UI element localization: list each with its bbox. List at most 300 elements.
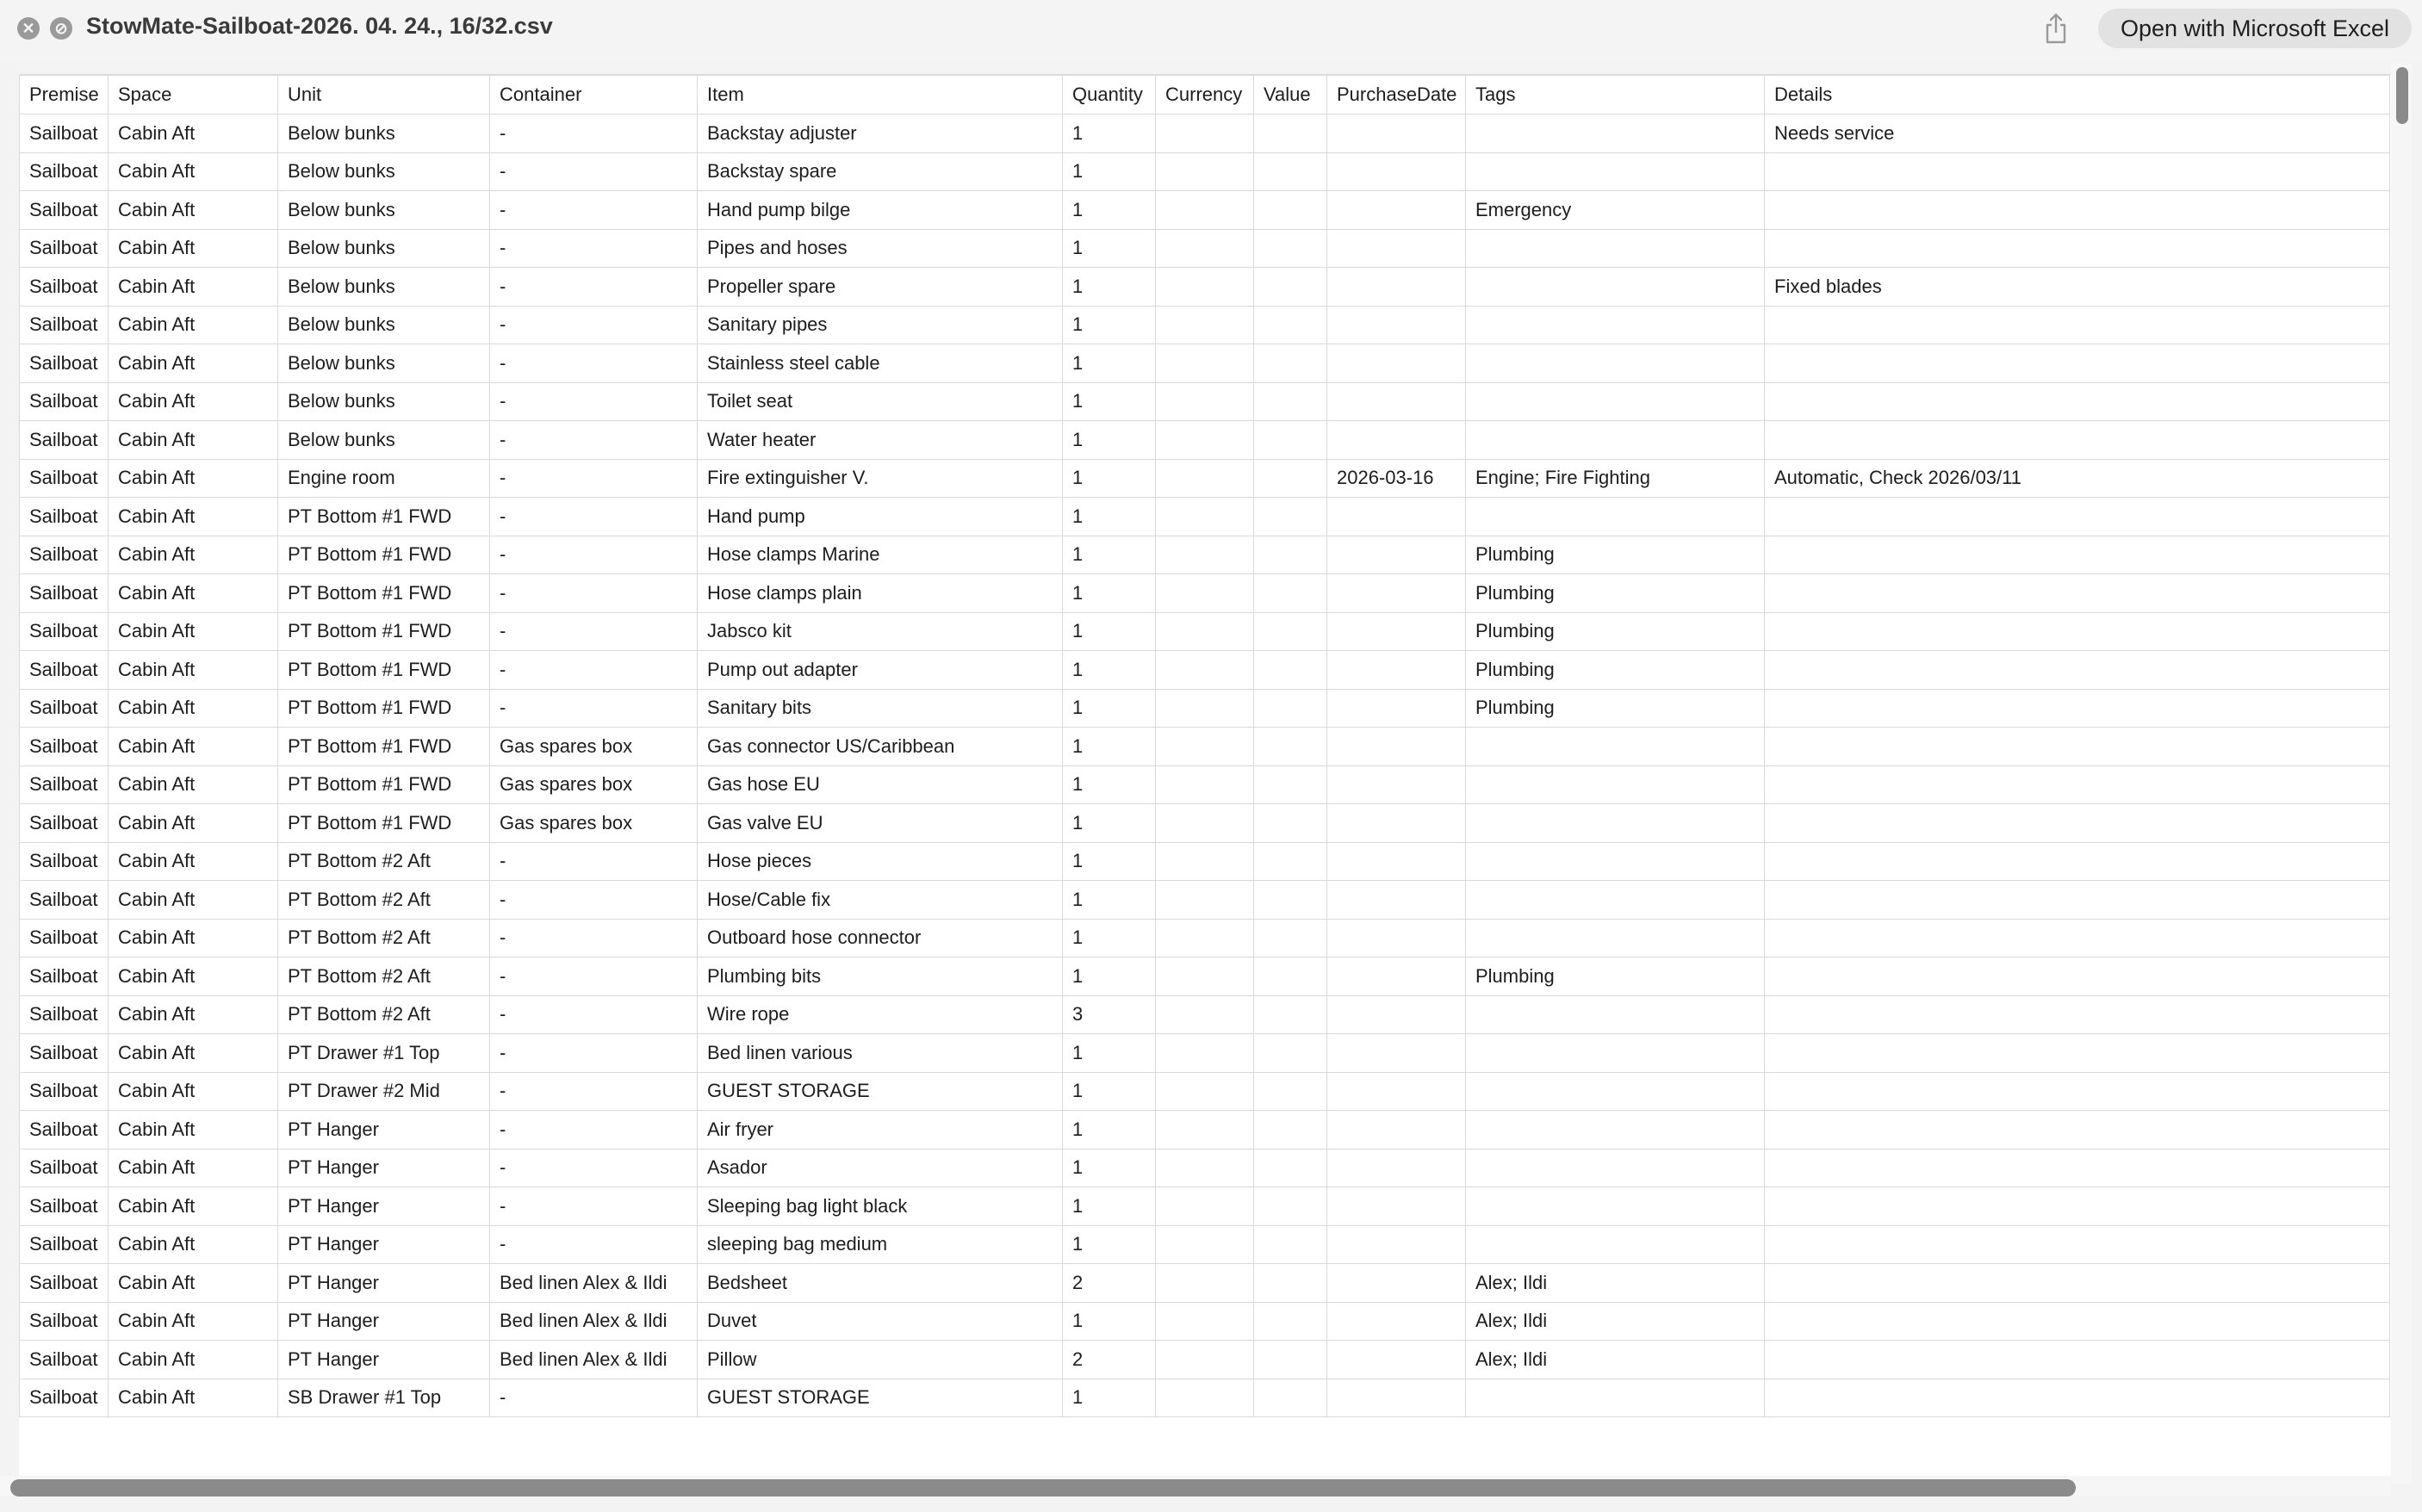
cell-quantity: 1 (1063, 728, 1156, 766)
cell-premise: Sailboat (20, 995, 109, 1034)
cell-value (1254, 382, 1327, 421)
cell-container: - (490, 229, 698, 268)
cell-container: - (490, 382, 698, 421)
vertical-scrollbar[interactable] (2391, 64, 2412, 1484)
cell-details (1765, 382, 2390, 421)
cell-value (1254, 957, 1327, 996)
cell-details (1765, 995, 2390, 1034)
cell-item: Gas valve EU (698, 804, 1063, 843)
horizontal-scroll-thumb[interactable] (10, 1479, 2076, 1497)
cell-purchasedate (1327, 306, 1466, 344)
column-header-unit: Unit (278, 76, 490, 115)
cell-unit: Below bunks (278, 382, 490, 421)
cell-container: Gas spares box (490, 728, 698, 766)
cell-purchasedate (1327, 574, 1466, 613)
cell-unit: PT Bottom #2 Aft (278, 957, 490, 996)
cell-unit: Below bunks (278, 268, 490, 307)
column-header-tags: Tags (1466, 76, 1765, 115)
cell-details (1765, 689, 2390, 728)
cell-item: sleeping bag medium (698, 1225, 1063, 1264)
cell-tags: Plumbing (1466, 612, 1765, 651)
cell-tags (1466, 268, 1765, 307)
cell-details (1765, 1379, 2390, 1417)
cell-quantity: 1 (1063, 842, 1156, 881)
cell-container: Bed linen Alex & Ildi (490, 1341, 698, 1379)
cell-space: Cabin Aft (109, 306, 278, 344)
cell-value (1254, 804, 1327, 843)
cell-value (1254, 498, 1327, 536)
cell-space: Cabin Aft (109, 268, 278, 307)
cell-premise: Sailboat (20, 1187, 109, 1226)
cell-details (1765, 651, 2390, 690)
cell-unit: Below bunks (278, 229, 490, 268)
cell-tags: Engine; Fire Fighting (1466, 459, 1765, 498)
column-header-currency: Currency (1156, 76, 1254, 115)
cell-value (1254, 229, 1327, 268)
cell-purchasedate (1327, 1379, 1466, 1417)
cell-container: - (490, 1034, 698, 1073)
cell-premise: Sailboat (20, 728, 109, 766)
table-row (20, 1111, 2390, 1149)
cell-details: Fixed blades (1765, 268, 2390, 307)
cell-premise: Sailboat (20, 191, 109, 230)
cell-unit: PT Bottom #1 FWD (278, 574, 490, 613)
cell-space: Cabin Aft (109, 651, 278, 690)
cell-space: Cabin Aft (109, 459, 278, 498)
cell-value (1254, 344, 1327, 383)
cell-unit: PT Bottom #2 Aft (278, 842, 490, 881)
table-row (20, 689, 2390, 728)
cell-quantity: 1 (1063, 1034, 1156, 1073)
table-row (20, 1379, 2390, 1417)
cell-space: Cabin Aft (109, 1302, 278, 1341)
minimize-icon[interactable]: ⊘ (50, 17, 72, 40)
cell-currency (1156, 689, 1254, 728)
data-table (19, 75, 2390, 1417)
cell-currency (1156, 152, 1254, 191)
cell-quantity: 1 (1063, 498, 1156, 536)
cell-details (1765, 152, 2390, 191)
cell-currency (1156, 1149, 1254, 1187)
cell-container: - (490, 115, 698, 153)
table-row (20, 152, 2390, 191)
cell-currency (1156, 804, 1254, 843)
cell-purchasedate (1327, 957, 1466, 996)
cell-item: Jabsco kit (698, 612, 1063, 651)
cell-premise: Sailboat (20, 1302, 109, 1341)
cell-premise: Sailboat (20, 881, 109, 920)
cell-space: Cabin Aft (109, 1264, 278, 1303)
cell-unit: PT Bottom #1 FWD (278, 728, 490, 766)
table-row (20, 306, 2390, 344)
cell-premise: Sailboat (20, 765, 109, 804)
cell-quantity: 1 (1063, 421, 1156, 460)
cell-currency (1156, 268, 1254, 307)
cell-premise: Sailboat (20, 459, 109, 498)
cell-space: Cabin Aft (109, 1111, 278, 1149)
cell-unit: PT Hanger (278, 1225, 490, 1264)
cell-quantity: 1 (1063, 689, 1156, 728)
cell-container: - (490, 957, 698, 996)
cell-space: Cabin Aft (109, 421, 278, 460)
table-row (20, 498, 2390, 536)
cell-item: Outboard hose connector (698, 919, 1063, 957)
cell-container: Bed linen Alex & Ildi (490, 1302, 698, 1341)
cell-container: - (490, 1225, 698, 1264)
table-row (20, 229, 2390, 268)
cell-currency (1156, 1341, 1254, 1379)
cell-space: Cabin Aft (109, 957, 278, 996)
cell-premise: Sailboat (20, 344, 109, 383)
table-row (20, 1264, 2390, 1303)
cell-tags: Alex; Ildi (1466, 1302, 1765, 1341)
cell-details (1765, 574, 2390, 613)
cell-value (1254, 1072, 1327, 1111)
cell-space: Cabin Aft (109, 344, 278, 383)
cell-value (1254, 995, 1327, 1034)
cell-container: - (490, 306, 698, 344)
table-row (20, 1225, 2390, 1264)
cell-quantity: 1 (1063, 268, 1156, 307)
cell-tags: Plumbing (1466, 689, 1765, 728)
cell-value (1254, 651, 1327, 690)
vertical-scroll-thumb[interactable] (2396, 67, 2408, 124)
cell-item: Bed linen various (698, 1034, 1063, 1073)
cell-unit: PT Bottom #1 FWD (278, 536, 490, 574)
cell-value (1254, 612, 1327, 651)
cell-container: - (490, 881, 698, 920)
cell-purchasedate (1327, 191, 1466, 230)
cell-details (1765, 1264, 2390, 1303)
cell-purchasedate (1327, 536, 1466, 574)
cell-container: - (490, 1187, 698, 1226)
cell-value (1254, 421, 1327, 460)
cell-tags (1466, 995, 1765, 1034)
table-row (20, 344, 2390, 383)
cell-space: Cabin Aft (109, 382, 278, 421)
cell-premise: Sailboat (20, 957, 109, 996)
cell-quantity: 1 (1063, 919, 1156, 957)
cell-quantity: 1 (1063, 1302, 1156, 1341)
column-header-value: Value (1254, 76, 1327, 115)
cell-item: Gas connector US/Caribbean (698, 728, 1063, 766)
cell-premise: Sailboat (20, 1149, 109, 1187)
cell-space: Cabin Aft (109, 498, 278, 536)
cell-currency (1156, 498, 1254, 536)
cell-unit: Below bunks (278, 191, 490, 230)
cell-unit: PT Bottom #2 Aft (278, 995, 490, 1034)
cell-premise: Sailboat (20, 612, 109, 651)
cell-premise: Sailboat (20, 536, 109, 574)
cell-tags (1466, 1187, 1765, 1226)
cell-purchasedate (1327, 1264, 1466, 1303)
cell-tags: Plumbing (1466, 651, 1765, 690)
cell-space: Cabin Aft (109, 152, 278, 191)
cell-quantity: 1 (1063, 1072, 1156, 1111)
cell-currency (1156, 1225, 1254, 1264)
cell-quantity: 1 (1063, 804, 1156, 843)
cell-unit: PT Bottom #1 FWD (278, 765, 490, 804)
cell-container: Gas spares box (490, 804, 698, 843)
cell-premise: Sailboat (20, 382, 109, 421)
cell-tags: Alex; Ildi (1466, 1341, 1765, 1379)
cell-space: Cabin Aft (109, 842, 278, 881)
horizontal-scrollbar[interactable] (0, 1476, 2391, 1497)
cell-space: Cabin Aft (109, 1072, 278, 1111)
title-bar (0, 0, 2422, 60)
table-row (20, 459, 2390, 498)
table-row (20, 382, 2390, 421)
cell-space: Cabin Aft (109, 1034, 278, 1073)
cell-details (1765, 881, 2390, 920)
cell-purchasedate (1327, 1302, 1466, 1341)
cell-space: Cabin Aft (109, 1225, 278, 1264)
cell-details (1765, 842, 2390, 881)
cell-unit: Below bunks (278, 421, 490, 460)
cell-premise: Sailboat (20, 1225, 109, 1264)
cell-currency (1156, 421, 1254, 460)
cell-currency (1156, 382, 1254, 421)
cell-unit: PT Bottom #1 FWD (278, 651, 490, 690)
cell-currency (1156, 306, 1254, 344)
cell-unit: PT Hanger (278, 1341, 490, 1379)
cell-container: - (490, 536, 698, 574)
cell-container: - (490, 651, 698, 690)
cell-item: Pipes and hoses (698, 229, 1063, 268)
cell-premise: Sailboat (20, 842, 109, 881)
cell-space: Cabin Aft (109, 1341, 278, 1379)
cell-tags (1466, 1379, 1765, 1417)
table-row (20, 842, 2390, 881)
column-header-space: Space (109, 76, 278, 115)
table-row (20, 612, 2390, 651)
cell-tags: Plumbing (1466, 574, 1765, 613)
table-row (20, 728, 2390, 766)
cell-tags: Plumbing (1466, 957, 1765, 996)
cell-quantity: 1 (1063, 382, 1156, 421)
cell-container: - (490, 995, 698, 1034)
cell-value (1254, 1341, 1327, 1379)
cell-premise: Sailboat (20, 115, 109, 153)
cell-tags (1466, 306, 1765, 344)
cell-item: Backstay spare (698, 152, 1063, 191)
cell-space: Cabin Aft (109, 115, 278, 153)
window-title: StowMate-Sailboat-2026. 04. 24., 16/32.csv (86, 13, 553, 39)
cell-value (1254, 728, 1327, 766)
cell-value (1254, 1264, 1327, 1303)
cell-quantity: 1 (1063, 612, 1156, 651)
cell-tags (1466, 1072, 1765, 1111)
cell-container: - (490, 459, 698, 498)
cell-tags (1466, 728, 1765, 766)
cell-premise: Sailboat (20, 651, 109, 690)
cell-container: Bed linen Alex & Ildi (490, 1264, 698, 1303)
cell-currency (1156, 957, 1254, 996)
cell-tags (1466, 421, 1765, 460)
cell-value (1254, 1379, 1327, 1417)
cell-unit: PT Hanger (278, 1149, 490, 1187)
cell-unit: PT Bottom #1 FWD (278, 804, 490, 843)
cell-item: GUEST STORAGE (698, 1379, 1063, 1417)
cell-item: Backstay adjuster (698, 115, 1063, 153)
cell-unit: Below bunks (278, 152, 490, 191)
cell-quantity: 1 (1063, 344, 1156, 383)
cell-quantity: 1 (1063, 306, 1156, 344)
cell-item: Toilet seat (698, 382, 1063, 421)
cell-details (1765, 536, 2390, 574)
cell-details (1765, 765, 2390, 804)
cell-purchasedate (1327, 344, 1466, 383)
cell-tags (1466, 1034, 1765, 1073)
cell-item: Water heater (698, 421, 1063, 460)
cell-purchasedate (1327, 651, 1466, 690)
cell-quantity: 1 (1063, 881, 1156, 920)
cell-container: - (490, 1111, 698, 1149)
cell-tags (1466, 115, 1765, 153)
cell-value (1254, 1302, 1327, 1341)
cell-premise: Sailboat (20, 689, 109, 728)
cell-item: Pillow (698, 1341, 1063, 1379)
cell-value (1254, 919, 1327, 957)
cell-currency (1156, 842, 1254, 881)
cell-purchasedate (1327, 268, 1466, 307)
cell-premise: Sailboat (20, 152, 109, 191)
cell-details (1765, 1111, 2390, 1149)
cell-purchasedate (1327, 689, 1466, 728)
cell-currency (1156, 1187, 1254, 1226)
table-row (20, 1302, 2390, 1341)
cell-premise: Sailboat (20, 268, 109, 307)
cell-unit: PT Bottom #1 FWD (278, 498, 490, 536)
share-icon[interactable] (2043, 12, 2069, 45)
table-row (20, 1149, 2390, 1187)
cell-container: - (490, 152, 698, 191)
cell-currency (1156, 1034, 1254, 1073)
close-icon[interactable]: ✕ (17, 17, 40, 40)
cell-quantity: 1 (1063, 1111, 1156, 1149)
table-row (20, 881, 2390, 920)
cell-value (1254, 1034, 1327, 1073)
cell-space: Cabin Aft (109, 689, 278, 728)
cell-item: Hose pieces (698, 842, 1063, 881)
cell-item: Hose clamps plain (698, 574, 1063, 613)
cell-value (1254, 1149, 1327, 1187)
cell-value (1254, 765, 1327, 804)
cell-tags: Emergency (1466, 191, 1765, 230)
cell-item: Asador (698, 1149, 1063, 1187)
cell-purchasedate (1327, 995, 1466, 1034)
table-row (20, 995, 2390, 1034)
cell-details (1765, 612, 2390, 651)
cell-premise: Sailboat (20, 919, 109, 957)
cell-item: Sanitary pipes (698, 306, 1063, 344)
cell-space: Cabin Aft (109, 995, 278, 1034)
cell-details (1765, 957, 2390, 996)
cell-item: Stainless steel cable (698, 344, 1063, 383)
cell-currency (1156, 651, 1254, 690)
cell-space: Cabin Aft (109, 574, 278, 613)
table-row (20, 1072, 2390, 1111)
cell-container: - (490, 344, 698, 383)
cell-unit: PT Hanger (278, 1302, 490, 1341)
cell-details: Needs service (1765, 115, 2390, 153)
open-with-excel-button[interactable]: Open with Microsoft Excel (2098, 9, 2412, 48)
cell-tags: Plumbing (1466, 536, 1765, 574)
cell-details (1765, 804, 2390, 843)
spreadsheet-view (19, 74, 2391, 1478)
cell-space: Cabin Aft (109, 1187, 278, 1226)
cell-details (1765, 1187, 2390, 1226)
cell-tags (1466, 919, 1765, 957)
cell-unit: PT Bottom #1 FWD (278, 689, 490, 728)
cell-space: Cabin Aft (109, 191, 278, 230)
cell-unit: PT Bottom #1 FWD (278, 612, 490, 651)
cell-item: Wire rope (698, 995, 1063, 1034)
cell-space: Cabin Aft (109, 1149, 278, 1187)
cell-value (1254, 1225, 1327, 1264)
cell-tags (1466, 498, 1765, 536)
table-row (20, 1341, 2390, 1379)
header-row (20, 76, 2390, 115)
cell-currency (1156, 574, 1254, 613)
cell-purchasedate (1327, 1187, 1466, 1226)
cell-tags (1466, 1149, 1765, 1187)
cell-purchasedate (1327, 1111, 1466, 1149)
cell-unit: PT Hanger (278, 1264, 490, 1303)
cell-unit: SB Drawer #1 Top (278, 1379, 490, 1417)
cell-unit: PT Hanger (278, 1187, 490, 1226)
table-row (20, 115, 2390, 153)
cell-quantity: 3 (1063, 995, 1156, 1034)
cell-premise: Sailboat (20, 1341, 109, 1379)
cell-item: Hand pump (698, 498, 1063, 536)
cell-container: - (490, 421, 698, 460)
cell-details (1765, 1034, 2390, 1073)
cell-item: Sleeping bag light black (698, 1187, 1063, 1226)
cell-value (1254, 574, 1327, 613)
cell-item: Duvet (698, 1302, 1063, 1341)
cell-currency (1156, 1264, 1254, 1303)
cell-currency (1156, 1302, 1254, 1341)
cell-tags (1466, 1111, 1765, 1149)
cell-space: Cabin Aft (109, 919, 278, 957)
cell-details (1765, 1225, 2390, 1264)
cell-item: Air fryer (698, 1111, 1063, 1149)
cell-purchasedate (1327, 1341, 1466, 1379)
cell-premise: Sailboat (20, 498, 109, 536)
cell-quantity: 1 (1063, 1379, 1156, 1417)
cell-value (1254, 459, 1327, 498)
cell-unit: PT Bottom #2 Aft (278, 881, 490, 920)
cell-currency (1156, 1072, 1254, 1111)
cell-purchasedate (1327, 382, 1466, 421)
cell-currency (1156, 115, 1254, 153)
cell-details (1765, 421, 2390, 460)
cell-item: Hose clamps Marine (698, 536, 1063, 574)
cell-unit: PT Drawer #1 Top (278, 1034, 490, 1073)
cell-currency (1156, 765, 1254, 804)
cell-quantity: 1 (1063, 152, 1156, 191)
cell-item: GUEST STORAGE (698, 1072, 1063, 1111)
table-row (20, 191, 2390, 230)
cell-premise: Sailboat (20, 421, 109, 460)
table-row (20, 1187, 2390, 1226)
cell-details (1765, 498, 2390, 536)
cell-container: - (490, 191, 698, 230)
cell-tags (1466, 842, 1765, 881)
cell-purchasedate (1327, 765, 1466, 804)
cell-quantity: 2 (1063, 1341, 1156, 1379)
